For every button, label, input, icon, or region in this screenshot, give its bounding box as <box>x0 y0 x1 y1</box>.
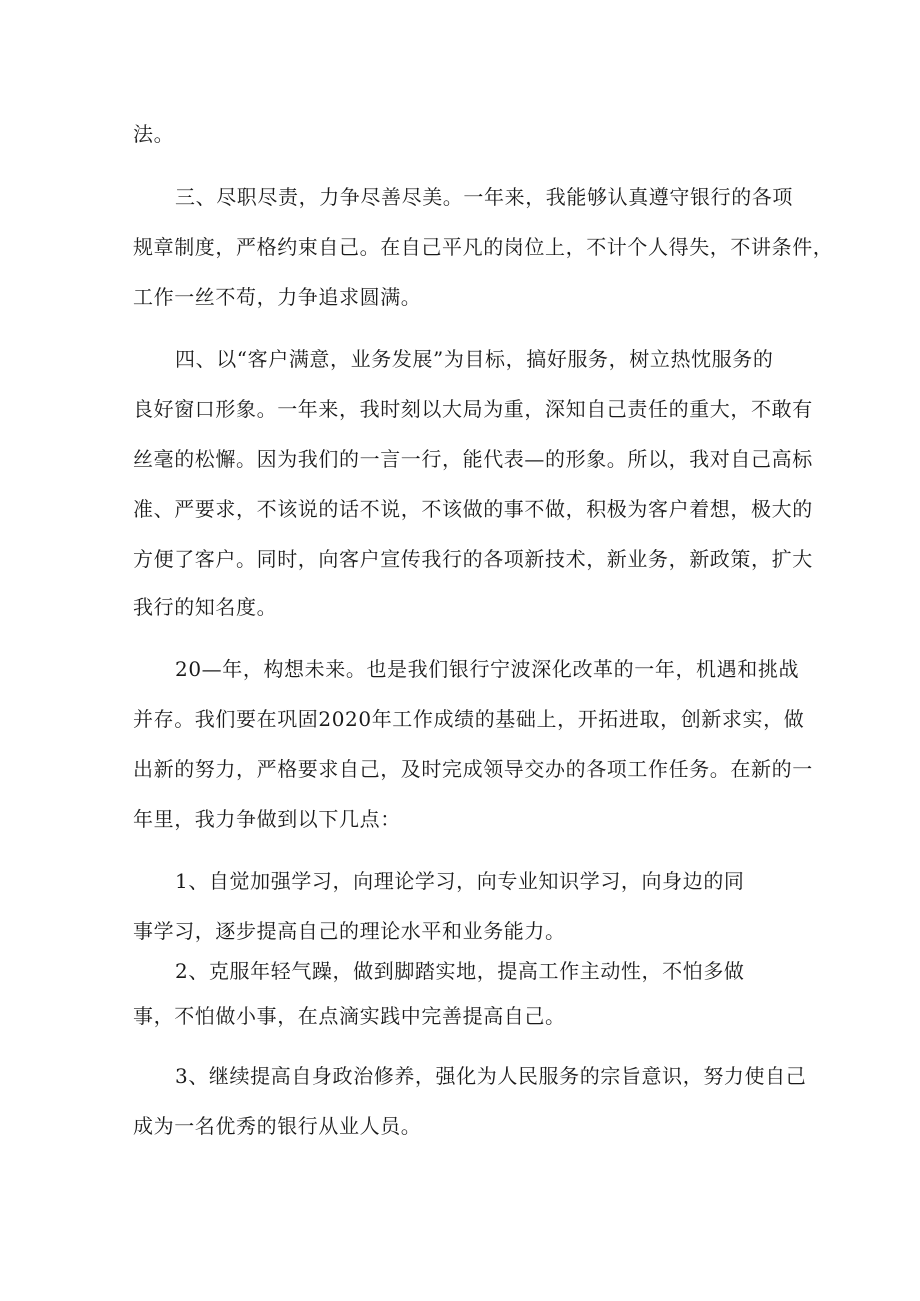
text-line: 1、自觉加强学习，向理论学习，向专业知识学习，向身边的同 <box>175 869 745 893</box>
text-line: 良好窗口形象。一年来，我时刻以大局为重，深知自己责任的重大，不敢有 <box>133 397 813 421</box>
text-line: 成为一名优秀的银行从业人员。 <box>133 1114 422 1138</box>
text-line: 3、继续提高自身政治修养，强化为人民服务的宗旨意识，努力使自己 <box>175 1064 807 1088</box>
text-line: 四、以“客户满意，业务发展”为目标，搞好服务，树立热忱服务的 <box>175 347 774 371</box>
text-line: 三、尽职尽责，力争尽善尽美。一年来，我能够认真遵守银行的各项 <box>175 185 793 209</box>
text-line: 方便了客户。同时，向客户宣传我行的各项新技术，新业务，新政策，扩大 <box>133 547 813 571</box>
text-line: 我行的知名度。 <box>133 595 278 619</box>
text-line: 事学习，逐步提高自己的理论水平和业务能力。 <box>133 919 566 943</box>
text-line: 规章制度，严格约束自己。在自己平凡的岗位上，不计个人得失，不讲条件， <box>133 235 834 259</box>
text-line: 出新的努力，严格要求自己，及时完成领导交办的各项工作任务。在新的一 <box>133 757 813 781</box>
text-line: 准、严要求，不该说的话不说，不该做的事不做，积极为客户着想，极大的 <box>133 497 813 521</box>
text-line: 并存。我们要在巩固2020年工作成绩的基础上，开拓进取，创新求实，做 <box>133 707 805 731</box>
text-line: 20—年，构想未来。也是我们银行宁波深化改革的一年，机遇和挑战 <box>175 657 800 681</box>
text-line: 丝毫的松懈。因为我们的一言一行，能代表—的形象。所以，我对自己高标 <box>133 447 813 471</box>
text-line: 工作一丝不苟，力争追求圆满。 <box>133 285 422 309</box>
text-line: 法。 <box>133 122 175 146</box>
text-line: 事，不怕做小事，在点滴实践中完善提高自己。 <box>133 1004 566 1028</box>
text-line: 2、克服年轻气躁，做到脚踏实地，提高工作主动性，不怕多做 <box>175 959 745 983</box>
text-line: 年里，我力争做到以下几点： <box>133 807 401 831</box>
